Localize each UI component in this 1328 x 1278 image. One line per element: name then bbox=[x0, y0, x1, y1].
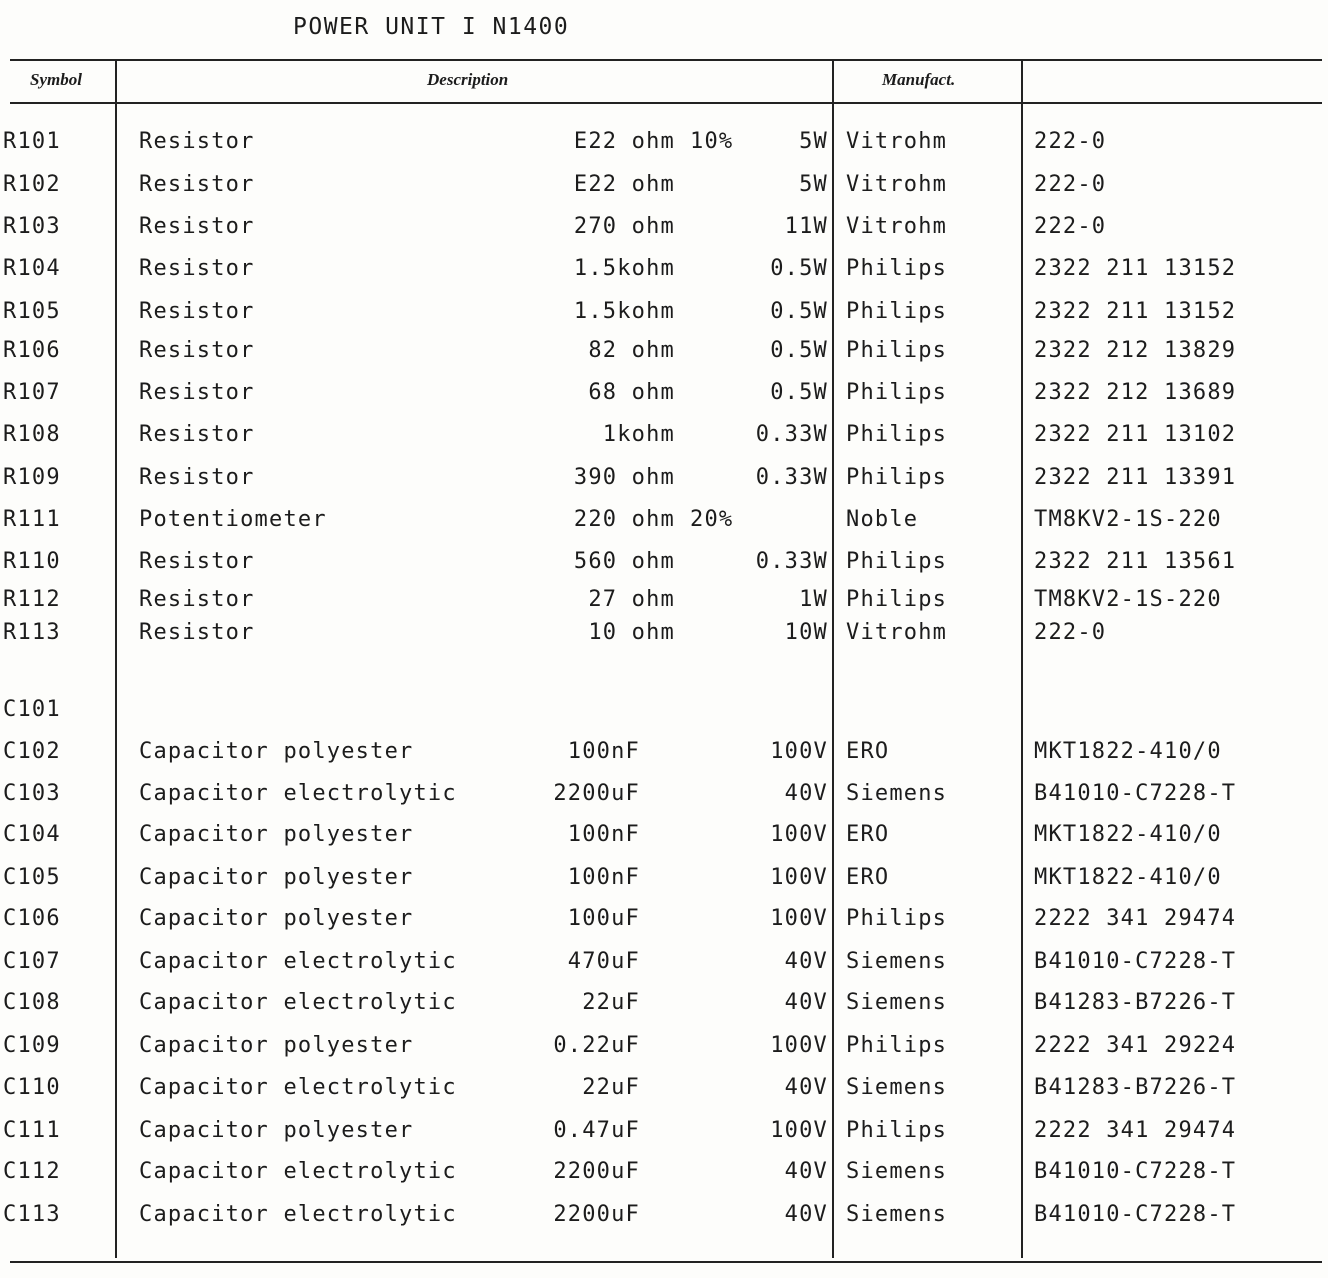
part-description: Capacitor electrolytic bbox=[139, 990, 457, 1015]
part-symbol: R109 bbox=[3, 465, 61, 490]
part-manufacturer: Philips bbox=[846, 338, 948, 363]
part-manufacturer: ERO bbox=[846, 865, 890, 890]
part-symbol: C112 bbox=[3, 1159, 61, 1184]
table-row bbox=[0, 781, 1328, 811]
table-row bbox=[0, 949, 1328, 979]
part-code: 222-0 bbox=[1034, 172, 1107, 197]
part-rating: 0.5W bbox=[770, 299, 828, 324]
table-row bbox=[0, 865, 1328, 895]
part-value: 560 ohm bbox=[573, 549, 675, 574]
part-symbol: R105 bbox=[3, 299, 61, 324]
part-rating: 40V bbox=[784, 781, 828, 806]
part-manufacturer: Vitrohm bbox=[846, 214, 948, 239]
part-value: 100uF bbox=[567, 906, 640, 931]
table-row bbox=[0, 990, 1328, 1020]
part-code: B41283-B7226-T bbox=[1034, 990, 1237, 1015]
part-rating: 0.5W bbox=[770, 256, 828, 281]
part-symbol: R113 bbox=[3, 620, 61, 645]
part-rating: 10W bbox=[784, 620, 828, 645]
part-rating: 100V bbox=[770, 906, 828, 931]
part-code: 2222 341 29224 bbox=[1034, 1033, 1237, 1058]
part-symbol: C111 bbox=[3, 1118, 61, 1143]
part-code: 2222 341 29474 bbox=[1034, 1118, 1237, 1143]
part-code: TM8KV2-1S-220 bbox=[1034, 587, 1222, 612]
part-value: 100nF bbox=[567, 865, 640, 890]
part-rating: 100V bbox=[770, 739, 828, 764]
table-row bbox=[0, 129, 1328, 159]
table-row bbox=[0, 380, 1328, 410]
part-description: Capacitor electrolytic bbox=[139, 949, 457, 974]
part-description: Capacitor electrolytic bbox=[139, 781, 457, 806]
part-code: TM8KV2-1S-220 bbox=[1034, 507, 1222, 532]
part-symbol: R111 bbox=[3, 507, 61, 532]
part-symbol: R108 bbox=[3, 422, 61, 447]
part-manufacturer: Philips bbox=[846, 1118, 948, 1143]
part-description: Resistor bbox=[139, 549, 255, 574]
part-manufacturer: Philips bbox=[846, 380, 948, 405]
part-manufacturer: Siemens bbox=[846, 1075, 948, 1100]
part-value: 22uF bbox=[582, 1075, 640, 1100]
part-rating: 0.33W bbox=[755, 465, 828, 490]
part-value: 10 ohm bbox=[588, 620, 675, 645]
part-symbol: R102 bbox=[3, 172, 61, 197]
part-description: Capacitor polyester bbox=[139, 739, 414, 764]
part-code: MKT1822-410/0 bbox=[1034, 865, 1222, 890]
part-code: 2322 212 13829 bbox=[1034, 338, 1237, 363]
part-manufacturer: Philips bbox=[846, 906, 948, 931]
part-code: B41010-C7228-T bbox=[1034, 781, 1237, 806]
part-rating: 5W bbox=[799, 172, 828, 197]
part-value: 82 ohm bbox=[588, 338, 675, 363]
part-rating: 0.5W bbox=[770, 338, 828, 363]
table-row bbox=[0, 1159, 1328, 1189]
part-symbol: R112 bbox=[3, 587, 61, 612]
part-code: 222-0 bbox=[1034, 620, 1107, 645]
part-description: Resistor bbox=[139, 299, 255, 324]
part-symbol: C110 bbox=[3, 1075, 61, 1100]
part-value: 270 ohm bbox=[573, 214, 675, 239]
part-description: Resistor bbox=[139, 465, 255, 490]
part-symbol: C101 bbox=[3, 697, 61, 722]
table-row bbox=[0, 507, 1328, 537]
part-code: 222-0 bbox=[1034, 214, 1107, 239]
table-row bbox=[0, 256, 1328, 286]
part-code: 2322 211 13152 bbox=[1034, 299, 1237, 324]
part-rating: 40V bbox=[784, 949, 828, 974]
part-symbol: C104 bbox=[3, 822, 61, 847]
part-symbol: R107 bbox=[3, 380, 61, 405]
part-rating: 40V bbox=[784, 1075, 828, 1100]
part-description: Capacitor polyester bbox=[139, 1118, 414, 1143]
part-manufacturer: ERO bbox=[846, 822, 890, 847]
part-symbol: C106 bbox=[3, 906, 61, 931]
part-manufacturer: Philips bbox=[846, 465, 948, 490]
part-description: Capacitor electrolytic bbox=[139, 1075, 457, 1100]
part-symbol: R106 bbox=[3, 338, 61, 363]
part-manufacturer: Siemens bbox=[846, 949, 948, 974]
part-manufacturer: Philips bbox=[846, 549, 948, 574]
part-manufacturer: Siemens bbox=[846, 1159, 948, 1184]
table-row bbox=[0, 172, 1328, 202]
part-code: 222-0 bbox=[1034, 129, 1107, 154]
part-description: Resistor bbox=[139, 172, 255, 197]
table-row bbox=[0, 1118, 1328, 1148]
part-rating: 100V bbox=[770, 865, 828, 890]
table-row bbox=[0, 697, 1328, 727]
part-manufacturer: ERO bbox=[846, 739, 890, 764]
part-rating: 100V bbox=[770, 822, 828, 847]
part-description: Resistor bbox=[139, 380, 255, 405]
part-value: 470uF bbox=[567, 949, 640, 974]
part-symbol: C109 bbox=[3, 1033, 61, 1058]
part-value: 390 ohm bbox=[573, 465, 675, 490]
part-symbol: C102 bbox=[3, 739, 61, 764]
part-rating: 40V bbox=[784, 1159, 828, 1184]
part-code: 2322 212 13689 bbox=[1034, 380, 1237, 405]
part-symbol: R104 bbox=[3, 256, 61, 281]
part-symbol: R110 bbox=[3, 549, 61, 574]
part-manufacturer: Philips bbox=[846, 587, 948, 612]
part-value: 27 ohm bbox=[588, 587, 675, 612]
part-manufacturer: Vitrohm bbox=[846, 172, 948, 197]
table-row bbox=[0, 214, 1328, 244]
part-description: Capacitor polyester bbox=[139, 865, 414, 890]
table-row bbox=[0, 739, 1328, 769]
part-description: Resistor bbox=[139, 256, 255, 281]
part-code: B41010-C7228-T bbox=[1034, 949, 1237, 974]
part-description: Resistor bbox=[139, 587, 255, 612]
part-symbol: C108 bbox=[3, 990, 61, 1015]
part-code: 2322 211 13102 bbox=[1034, 422, 1237, 447]
table-row bbox=[0, 822, 1328, 852]
part-value: 220 ohm bbox=[573, 507, 675, 532]
part-description: Capacitor polyester bbox=[139, 822, 414, 847]
table-row bbox=[0, 906, 1328, 936]
part-value: 2200uF bbox=[553, 1159, 640, 1184]
part-symbol: C107 bbox=[3, 949, 61, 974]
part-value: 0.47uF bbox=[553, 1118, 640, 1143]
part-manufacturer: Vitrohm bbox=[846, 129, 948, 154]
part-manufacturer: Siemens bbox=[846, 990, 948, 1015]
part-rating: 5W bbox=[799, 129, 828, 154]
part-symbol: C105 bbox=[3, 865, 61, 890]
part-code: B41010-C7228-T bbox=[1034, 1159, 1237, 1184]
part-manufacturer: Philips bbox=[846, 299, 948, 324]
part-value: 1.5kohm bbox=[573, 256, 675, 281]
header-symbol: Symbol bbox=[30, 70, 82, 89]
part-code: 2322 211 13391 bbox=[1034, 465, 1237, 490]
part-value: 2200uF bbox=[553, 1202, 640, 1227]
part-description: Capacitor electrolytic bbox=[139, 1159, 457, 1184]
part-rating: 1W bbox=[799, 587, 828, 612]
part-code: 2322 211 13561 bbox=[1034, 549, 1237, 574]
header-manufacturer: Manufact. bbox=[882, 70, 956, 89]
part-rating: 0.33W bbox=[755, 549, 828, 574]
part-code: B41010-C7228-T bbox=[1034, 1202, 1237, 1227]
part-rating: 0.33W bbox=[755, 422, 828, 447]
part-manufacturer: Philips bbox=[846, 256, 948, 281]
part-value: 2200uF bbox=[553, 781, 640, 806]
header-description: Description bbox=[427, 70, 509, 89]
part-description: Capacitor electrolytic bbox=[139, 1202, 457, 1227]
part-value: E22 ohm bbox=[573, 129, 675, 154]
table-row bbox=[0, 587, 1328, 617]
part-code: B41283-B7226-T bbox=[1034, 1075, 1237, 1100]
part-symbol: C103 bbox=[3, 781, 61, 806]
part-code: 2222 341 29474 bbox=[1034, 906, 1237, 931]
part-value: E22 ohm bbox=[573, 172, 675, 197]
part-manufacturer: Siemens bbox=[846, 1202, 948, 1227]
part-code: 2322 211 13152 bbox=[1034, 256, 1237, 281]
part-tolerance: 20% bbox=[690, 507, 734, 532]
part-manufacturer: Philips bbox=[846, 422, 948, 447]
table-row bbox=[0, 1033, 1328, 1063]
table-row bbox=[0, 1075, 1328, 1105]
part-rating: 40V bbox=[784, 990, 828, 1015]
table-row bbox=[0, 549, 1328, 579]
part-value: 100nF bbox=[567, 822, 640, 847]
part-value: 22uF bbox=[582, 990, 640, 1015]
part-value: 1.5kohm bbox=[573, 299, 675, 324]
part-rating: 40V bbox=[784, 1202, 828, 1227]
table-row bbox=[0, 299, 1328, 329]
part-manufacturer: Philips bbox=[846, 1033, 948, 1058]
table-row bbox=[0, 422, 1328, 452]
table-row bbox=[0, 620, 1328, 650]
part-description: Resistor bbox=[139, 214, 255, 239]
part-manufacturer: Vitrohm bbox=[846, 620, 948, 645]
part-manufacturer: Noble bbox=[846, 507, 919, 532]
part-symbol: R103 bbox=[3, 214, 61, 239]
part-code: MKT1822-410/0 bbox=[1034, 739, 1222, 764]
part-description: Potentiometer bbox=[139, 507, 327, 532]
part-description: Capacitor polyester bbox=[139, 1033, 414, 1058]
part-value: 68 ohm bbox=[588, 380, 675, 405]
part-rating: 100V bbox=[770, 1118, 828, 1143]
part-description: Resistor bbox=[139, 129, 255, 154]
table-row bbox=[0, 1202, 1328, 1232]
part-manufacturer: Siemens bbox=[846, 781, 948, 806]
page-title: POWER UNIT I N1400 bbox=[293, 14, 570, 40]
part-value: 1kohm bbox=[602, 422, 675, 447]
part-code: MKT1822-410/0 bbox=[1034, 822, 1222, 847]
part-symbol: C113 bbox=[3, 1202, 61, 1227]
part-description: Resistor bbox=[139, 422, 255, 447]
part-symbol: R101 bbox=[3, 129, 61, 154]
part-rating: 0.5W bbox=[770, 380, 828, 405]
part-value: 0.22uF bbox=[553, 1033, 640, 1058]
part-tolerance: 10% bbox=[690, 129, 734, 154]
part-rating: 11W bbox=[784, 214, 828, 239]
part-value: 100nF bbox=[567, 739, 640, 764]
table-row bbox=[0, 465, 1328, 495]
part-rating: 100V bbox=[770, 1033, 828, 1058]
part-description: Resistor bbox=[139, 338, 255, 363]
part-description: Resistor bbox=[139, 620, 255, 645]
table-row bbox=[0, 338, 1328, 368]
part-description: Capacitor polyester bbox=[139, 906, 414, 931]
